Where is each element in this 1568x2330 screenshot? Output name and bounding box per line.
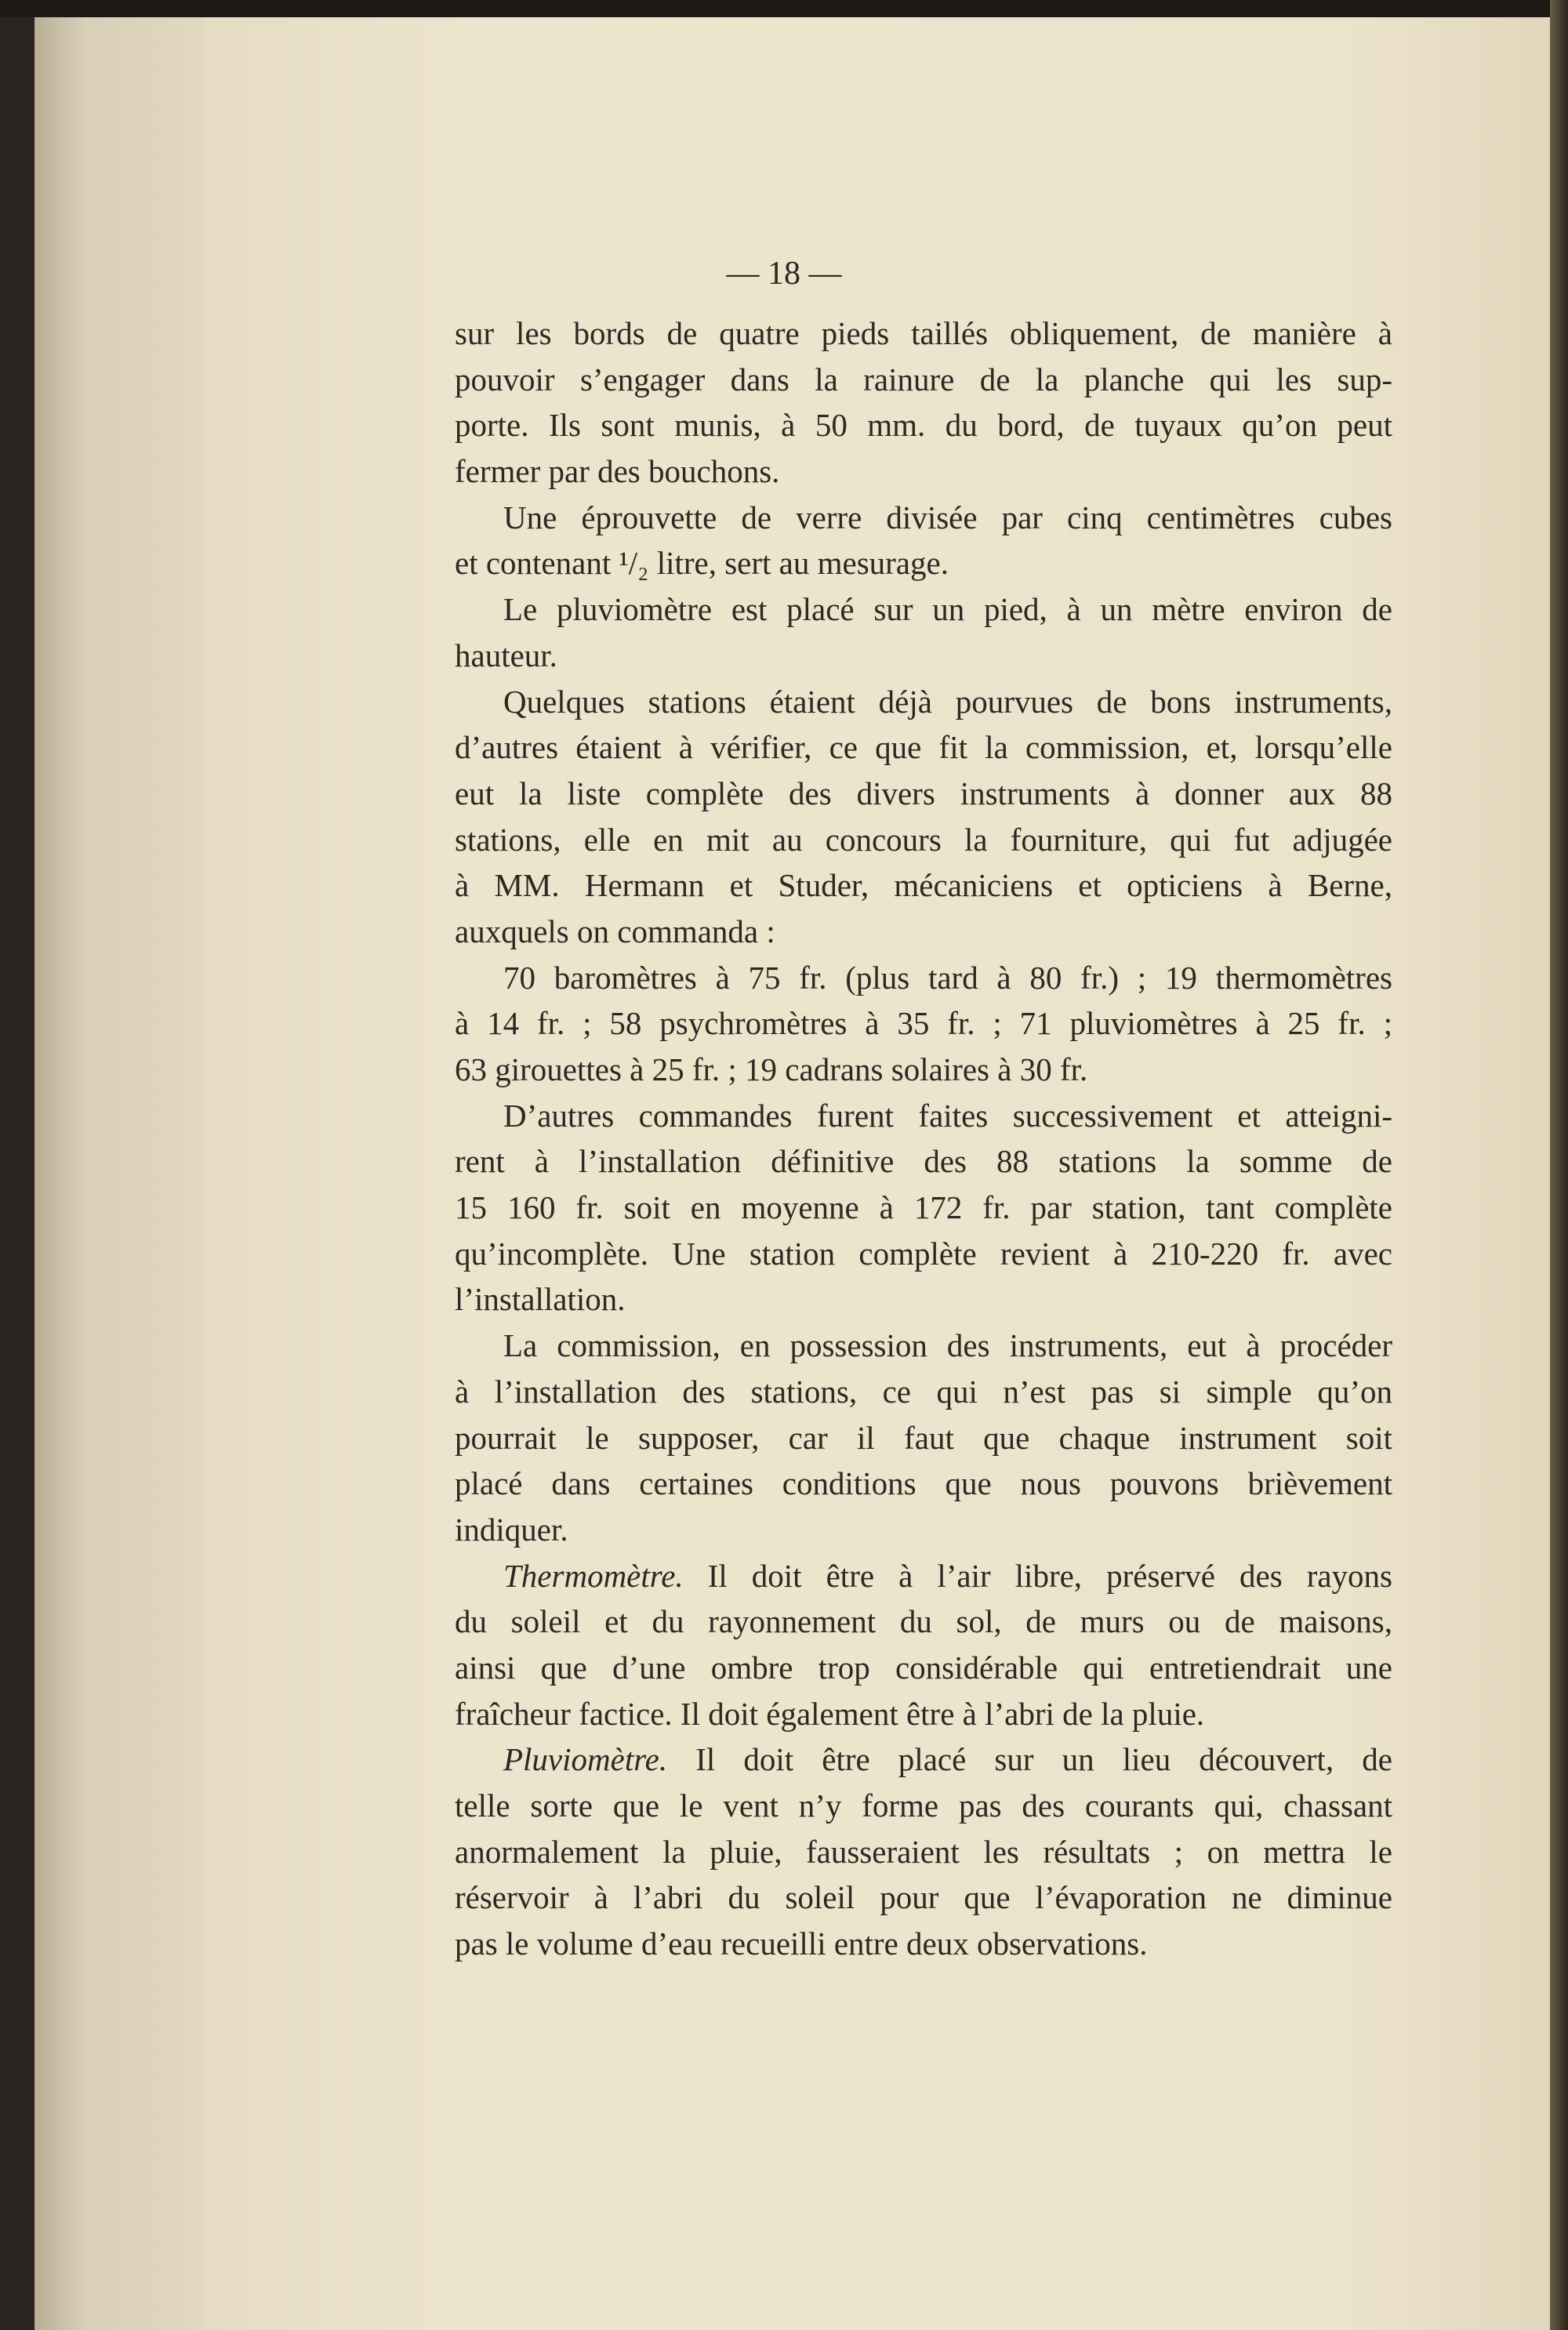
line-text: stations, elle en mit au concours la fourniture, qui fut adjugée bbox=[455, 821, 1392, 858]
line-text: à l’installation des stations, ce qui n’est pas si simple qu’on bbox=[455, 1373, 1392, 1410]
text-line bbox=[455, 586, 1392, 633]
text-line bbox=[455, 1921, 1392, 1967]
line-text: pouvoir s’engager dans la rainure de la planche qui les sup- bbox=[455, 361, 1392, 397]
line-text: rent à l’installation définitive des 88 stations la somme de bbox=[455, 1143, 1392, 1180]
line-text: porte. Ils sont munis, à 50 mm. du bord, de tuyaux qu’on peut bbox=[455, 407, 1392, 444]
text-line bbox=[455, 402, 1392, 448]
line-text: pourrait le supposer, car il faut que chaque instrument soit bbox=[455, 1419, 1392, 1456]
text-line bbox=[455, 817, 1392, 863]
text-line bbox=[455, 495, 1392, 541]
text-line bbox=[455, 1369, 1392, 1415]
text-line bbox=[455, 1783, 1392, 1829]
text-line bbox=[455, 1185, 1392, 1231]
text-line bbox=[455, 1093, 1392, 1139]
line-text: telle sorte que le vent n’y forme pas des courants qui, chassant bbox=[455, 1787, 1392, 1824]
scan-right-edge bbox=[1550, 0, 1568, 2330]
line-text: d’autres étaient à vérifier, ce que fit la commission, et, lorsqu’elle bbox=[455, 729, 1392, 766]
line-text: fermer par des bouchons. bbox=[455, 453, 780, 490]
line-text: à 14 fr. ; 58 psychromètres à 35 fr. ; 71 pluviomètres à 25 fr. ; bbox=[455, 1005, 1392, 1042]
text-line bbox=[455, 1461, 1392, 1507]
line-text: Une éprouvette de verre divisée par cinq centimètres cubes bbox=[503, 499, 1392, 535]
line-text: sur les bords de quatre pieds taillés obliquement, de manière à bbox=[455, 315, 1392, 351]
line-text: fraîcheur factice. Il doit également être à l’abri de la pluie. bbox=[455, 1695, 1205, 1732]
line-text: eut la liste complète des divers instruments à donner aux 88 bbox=[455, 775, 1392, 811]
line-text: 70 baromètres à 75 fr. (plus tard à 80 fr.) ; 19 thermomètres bbox=[503, 959, 1392, 996]
text-line bbox=[455, 540, 1392, 586]
text-line bbox=[455, 633, 1392, 679]
text-line bbox=[455, 1599, 1392, 1645]
text-line bbox=[455, 1737, 1392, 1783]
text-line bbox=[455, 1553, 1392, 1599]
line-text: Quelques stations étaient déjà pourvues de bons instruments, bbox=[503, 683, 1392, 720]
text-line bbox=[455, 909, 1392, 955]
text-line bbox=[455, 1323, 1392, 1369]
text-line bbox=[455, 1000, 1392, 1047]
text-line bbox=[455, 1645, 1392, 1691]
text-line bbox=[455, 679, 1392, 725]
text-line bbox=[455, 1875, 1392, 1921]
line-text: du soleil et du rayonnement du sol, de murs ou de maisons, bbox=[455, 1603, 1392, 1640]
text-line bbox=[455, 448, 1392, 495]
line-text: Il doit être à l’air libre, préservé des rayons bbox=[683, 1557, 1392, 1594]
line-text: 15 160 fr. soit en moyenne à 172 fr. par station, tant complète bbox=[455, 1189, 1392, 1226]
line-text: à MM. Hermann et Studer, mécaniciens et opticiens à Berne, bbox=[455, 867, 1392, 904]
text-line bbox=[455, 771, 1392, 817]
italic-heading: Thermomètre. bbox=[503, 1557, 684, 1594]
text-line bbox=[455, 310, 1392, 357]
line-text: ainsi que d’une ombre trop considérable qui entretiendrait une bbox=[455, 1649, 1392, 1686]
line-text: D’autres commandes furent faites successivement et atteigni- bbox=[503, 1097, 1392, 1134]
adjacent-page-edge bbox=[34, 17, 205, 2330]
line-text: auxquels on commanda : bbox=[455, 913, 775, 949]
text-line bbox=[455, 1276, 1392, 1323]
line-text: pas le volume d’eau recueilli entre deux observations. bbox=[455, 1925, 1148, 1962]
line-text: indiquer. bbox=[455, 1511, 568, 1548]
body-text bbox=[455, 310, 1392, 1967]
text-line bbox=[455, 1829, 1392, 1875]
text-line bbox=[455, 1138, 1392, 1185]
line-text: anormalement la pluie, fausseraient les résultats ; on mettra le bbox=[455, 1833, 1392, 1870]
line-text: qu’incomplète. Une station complète revient à 210-220 fr. avec bbox=[455, 1235, 1392, 1272]
line-text: 63 girouettes à 25 fr. ; 19 cadrans solaires à 30 fr. bbox=[455, 1051, 1088, 1087]
scan-top-edge bbox=[0, 0, 1568, 17]
line-text: l’installation. bbox=[455, 1281, 626, 1318]
text-line bbox=[455, 1415, 1392, 1461]
text-line bbox=[455, 724, 1392, 771]
line-text: Le pluviomètre est placé sur un pied, à un mètre environ de bbox=[503, 591, 1392, 628]
text-line bbox=[455, 1047, 1392, 1093]
text-line bbox=[455, 1691, 1392, 1737]
text-line bbox=[455, 955, 1392, 1001]
page-number: — 18 — bbox=[726, 256, 842, 292]
italic-heading: Pluviomètre. bbox=[503, 1741, 668, 1778]
text-line bbox=[455, 357, 1392, 403]
line-text: et contenant ¹/₂ litre, sert au mesurage. bbox=[455, 545, 949, 582]
line-text: Il doit être placé sur un lieu découvert, de bbox=[667, 1741, 1392, 1778]
line-text: placé dans certaines conditions que nous pouvons brièvement bbox=[455, 1465, 1392, 1502]
text-line bbox=[455, 1231, 1392, 1277]
line-text: réservoir à l’abri du soleil pour que l’évaporation ne diminue bbox=[455, 1879, 1392, 1916]
text-line bbox=[455, 1507, 1392, 1553]
text-line bbox=[455, 862, 1392, 909]
line-text: La commission, en possession des instruments, eut à procéder bbox=[503, 1327, 1392, 1364]
line-text: hauteur. bbox=[455, 637, 557, 673]
